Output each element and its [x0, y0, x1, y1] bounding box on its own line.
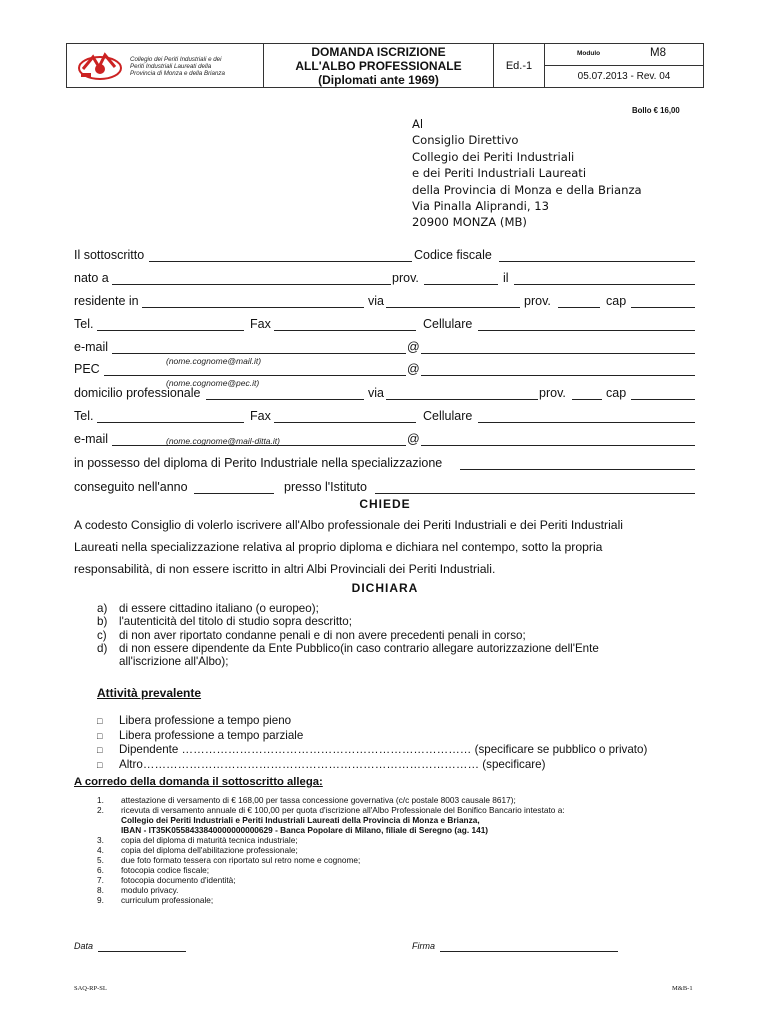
email-ditta-domain-field[interactable] — [421, 445, 695, 446]
dichiara-heading: DICHIARA — [351, 581, 419, 595]
attivita-option[interactable] — [97, 743, 647, 758]
via-domicilio-field[interactable] — [386, 399, 538, 400]
allegato-item — [97, 865, 565, 875]
allegato-item — [97, 885, 565, 895]
fax-field[interactable] — [274, 330, 416, 331]
option-note: (specificare se pubblico o privato) — [474, 743, 648, 757]
label-email: e-mail — [74, 340, 109, 354]
allegato-item — [97, 835, 565, 845]
item-text: attestazione di versamento di € 168,00 per tassa concessione governativa (c/c postale 8003 causale 8617); — [121, 795, 516, 805]
footer-code-left: SAQ-RP-SL — [74, 985, 107, 992]
sottoscritto-field[interactable] — [149, 261, 412, 262]
label-pec: PEC — [74, 362, 100, 376]
item-text: ricevuta di versamento annuale di € 100,00 per quota d'iscrizione all'Albo Professionale del Bonifico Bancario intestato a: — [121, 805, 565, 815]
attivita-option[interactable] — [97, 729, 647, 744]
item-number: 5. — [97, 855, 104, 865]
item-number: 2. — [97, 805, 104, 815]
prov-nascita-field[interactable] — [424, 284, 498, 285]
form-row-email — [74, 340, 696, 357]
label-data: Data — [74, 941, 94, 951]
residenza-field[interactable] — [142, 307, 364, 308]
label-cellulare: Cellulare — [423, 317, 473, 331]
data-nascita-field[interactable] — [514, 284, 695, 285]
item-number: 1. — [97, 795, 104, 805]
chiede-line: responsabilità, di non essere iscritto in altri Albi Provinciali dei Periti Industriali. — [74, 562, 496, 576]
recipient-line: della Provincia di Monza e della Brianza — [412, 182, 642, 197]
item-text: fotocopia documento d'identità; — [121, 875, 236, 885]
item-letter: b) — [97, 615, 108, 629]
attivita-options — [97, 714, 647, 772]
label-via: via — [368, 386, 384, 400]
cap-residenza-field[interactable] — [631, 307, 695, 308]
form-row-nascita — [74, 271, 696, 288]
at-sign: @ — [407, 340, 420, 354]
item-text: di non essere dipendente da Ente Pubblico(in caso contrario allegare autorizzazione dell'Ente — [119, 641, 599, 655]
header-table — [66, 43, 704, 88]
label-fax: Fax — [250, 317, 271, 331]
dichiara-item — [97, 642, 599, 655]
chiede-line: A codesto Consiglio di volerlo iscrivere all'Albo professionale dei Periti Industriali e dei Periti Industriali — [74, 518, 624, 532]
allegato-item — [97, 855, 565, 865]
form-row-diploma — [74, 456, 696, 473]
chiede-paragraph — [74, 514, 696, 580]
label-cap: cap — [606, 386, 627, 400]
label-diploma: in possesso del diploma di Perito Industriale nella specializzazione — [74, 456, 443, 470]
edition: Ed.-1 — [494, 44, 545, 88]
item-text: due foto formato tessera con riportato sul retro nome e cognome; — [121, 855, 361, 865]
checkbox-icon[interactable]: □ — [97, 745, 103, 756]
codice-fiscale-field[interactable] — [499, 261, 695, 262]
option-dots[interactable]: …………………………………………………………………………… — [142, 757, 480, 771]
form-row-residenza — [74, 294, 696, 311]
college-name-line: Provincia di Monza e della Brianza — [130, 69, 225, 77]
dichiara-item — [97, 629, 599, 642]
checkbox-icon[interactable]: □ — [97, 759, 103, 770]
modulo-code: M8 — [650, 47, 666, 59]
item-letter: c) — [97, 628, 107, 642]
option-dots[interactable]: ………………………………………………………………… — [181, 743, 472, 757]
signature-row — [74, 938, 696, 955]
college-logo-icon — [75, 49, 125, 83]
label-conseguito: conseguito nell'anno — [74, 480, 188, 494]
label-codice-fiscale: Codice fiscale — [414, 248, 492, 262]
attivita-option[interactable] — [97, 714, 647, 729]
header-logo-cell — [67, 44, 264, 88]
email-domain-field[interactable] — [421, 353, 695, 354]
pec-domain-field[interactable] — [421, 375, 695, 376]
document-subtitle: (Diplomati ante 1969) — [318, 72, 439, 87]
dichiara-item — [97, 615, 599, 628]
form-row-domicilio — [74, 386, 696, 403]
allegato-item — [97, 795, 565, 805]
option-label: Dipendente — [119, 743, 179, 757]
recipient-line: 20900 MONZA (MB) — [412, 215, 527, 230]
anno-field[interactable] — [194, 493, 274, 494]
label-via: via — [368, 294, 384, 308]
checkbox-icon[interactable]: □ — [97, 716, 103, 726]
modulo-label: Modulo — [577, 50, 601, 57]
label-cap: cap — [606, 294, 627, 308]
cap-domicilio-field[interactable] — [631, 399, 695, 400]
cellulare-field[interactable] — [478, 330, 695, 331]
item-letter: a) — [97, 602, 108, 615]
tel-domicilio-field[interactable] — [97, 422, 244, 423]
allegato-item — [97, 805, 565, 815]
option-label: Libera professione a tempo pieno — [119, 714, 292, 727]
via-residenza-field[interactable] — [386, 307, 520, 308]
label-firma: Firma — [412, 941, 435, 951]
option-label: Altro — [119, 757, 143, 771]
label-presso: presso l'Istituto — [284, 480, 367, 494]
label-domicilio: domicilio professionale — [74, 386, 201, 400]
college-name-line: Collegio dei Periti Industriali e dei — [130, 55, 222, 63]
form-row-contatti — [74, 317, 696, 334]
pec-hint: (nome.cognome@pec.it) — [166, 378, 260, 388]
dichiara-list — [97, 602, 599, 668]
option-note: (specificare) — [482, 757, 546, 771]
item-text: modulo privacy. — [121, 885, 179, 895]
at-sign: @ — [407, 432, 420, 446]
allegato-item — [97, 875, 565, 885]
label-prov: prov. — [392, 271, 419, 285]
email-hint: (nome.cognome@mail.it) — [166, 356, 262, 366]
at-sign: @ — [407, 362, 420, 376]
item-number: 9. — [97, 895, 104, 905]
form-row-pec — [74, 362, 696, 379]
header-title-cell — [264, 44, 494, 88]
item-number: 4. — [97, 845, 104, 855]
data-field[interactable] — [98, 951, 186, 952]
item-text: curriculum professionale; — [121, 895, 214, 905]
item-text: l'autenticità del titolo di studio sopra descritto; — [119, 615, 352, 629]
item-text: fotocopia codice fiscale; — [121, 865, 210, 875]
option-label: Libera professione a tempo parziale — [119, 728, 304, 742]
item-text: all'iscrizione all'Albo); — [119, 655, 229, 669]
bank-recipient: Collegio dei Periti Industriali e Periti Industriali Laureati della Provincia di Monza e Brianza, — [121, 815, 480, 825]
label-tel: Tel. — [74, 409, 94, 423]
bollo-label: Bollo € 16,00 — [632, 106, 680, 115]
label-tel: Tel. — [74, 317, 94, 331]
recipient-line: Via Pinalla Aliprandi, 13 — [412, 199, 549, 214]
recipient-line: e dei Periti Industriali Laureati — [412, 166, 587, 181]
chiede-heading: CHIEDE — [359, 497, 411, 511]
footer-code-right: M&B-1 — [672, 985, 693, 992]
label-fax: Fax — [250, 409, 271, 423]
bank-iban: IBAN - IT35K0558433840000000000629 - Banca Popolare di Milano, filiale di Seregno (ag. 141) — [121, 825, 489, 835]
allegato-item — [97, 845, 565, 855]
label-residente-in: residente in — [74, 294, 139, 308]
modulo-cell — [545, 44, 704, 66]
label-il: il — [503, 271, 509, 285]
allegati-list — [97, 795, 565, 905]
item-text: di essere cittadino italiano (o europeo); — [119, 602, 319, 615]
label-prov: prov. — [539, 386, 566, 400]
attivita-option[interactable] — [97, 758, 647, 773]
attivita-heading: Attività prevalente — [97, 686, 202, 700]
email-user-field[interactable] — [112, 353, 406, 354]
document-title: DOMANDA ISCRIZIONE — [311, 44, 446, 59]
email-ditta-hint: (nome.cognome@mail-ditta.it) — [166, 436, 280, 446]
item-number: 7. — [97, 875, 104, 885]
label-email: e-mail — [74, 432, 109, 446]
firma-field[interactable] — [440, 951, 618, 952]
pec-user-field[interactable] — [104, 375, 406, 376]
prov-residenza-field[interactable] — [558, 307, 600, 308]
allegato-item — [97, 895, 565, 905]
item-letter: d) — [97, 641, 108, 655]
checkbox-icon[interactable]: □ — [97, 730, 103, 741]
form-row-sottoscritto — [74, 248, 696, 265]
chiede-line: Laureati nella specializzazione relativa al proprio diploma e dichiara nel contempo, sotto la propria — [74, 540, 603, 554]
recipient-line: Collegio dei Periti Industriali — [412, 149, 575, 164]
item-text: di non aver riportato condanne penali e di non avere precedenti penali in corso; — [119, 628, 526, 642]
luogo-nascita-field[interactable] — [112, 284, 391, 285]
tel-field[interactable] — [97, 330, 244, 331]
bank-line — [97, 825, 565, 835]
dichiara-item-cont — [97, 655, 599, 668]
label-prov: prov. — [524, 294, 551, 308]
dichiara-item — [97, 602, 599, 615]
prov-domicilio-field[interactable] — [572, 399, 602, 400]
form-row-conseguito — [74, 480, 696, 497]
label-cellulare: Cellulare — [423, 409, 473, 423]
item-number: 6. — [97, 865, 104, 875]
fax-domicilio-field[interactable] — [274, 422, 416, 423]
recipient-address — [412, 116, 642, 231]
recipient-line: Consiglio Direttivo — [412, 133, 519, 148]
domicilio-field[interactable] — [206, 399, 364, 400]
college-name-line: Periti Industriali Laureati della — [130, 62, 212, 70]
label-nato-a: nato a — [74, 271, 109, 285]
item-text: copia del diploma dell'abilitazione professionale; — [121, 845, 298, 855]
document-title: ALL'ALBO PROFESSIONALE — [295, 58, 462, 73]
item-number: 8. — [97, 885, 104, 895]
cellulare-domicilio-field[interactable] — [478, 422, 695, 423]
label-sottoscritto: Il sottoscritto — [74, 248, 145, 262]
item-text: copia del diploma di maturità tecnica industriale; — [121, 835, 298, 845]
date-revision: 05.07.2013 - Rev. 04 — [545, 66, 704, 88]
specializzazione-field[interactable] — [460, 469, 695, 470]
form-row-contatti-2 — [74, 409, 696, 426]
bank-line — [97, 815, 565, 825]
allegati-heading: A corredo della domanda il sottoscritto allega: — [74, 776, 323, 788]
recipient-line: Al — [412, 117, 424, 131]
item-number: 3. — [97, 835, 104, 845]
istituto-field[interactable] — [375, 493, 695, 494]
